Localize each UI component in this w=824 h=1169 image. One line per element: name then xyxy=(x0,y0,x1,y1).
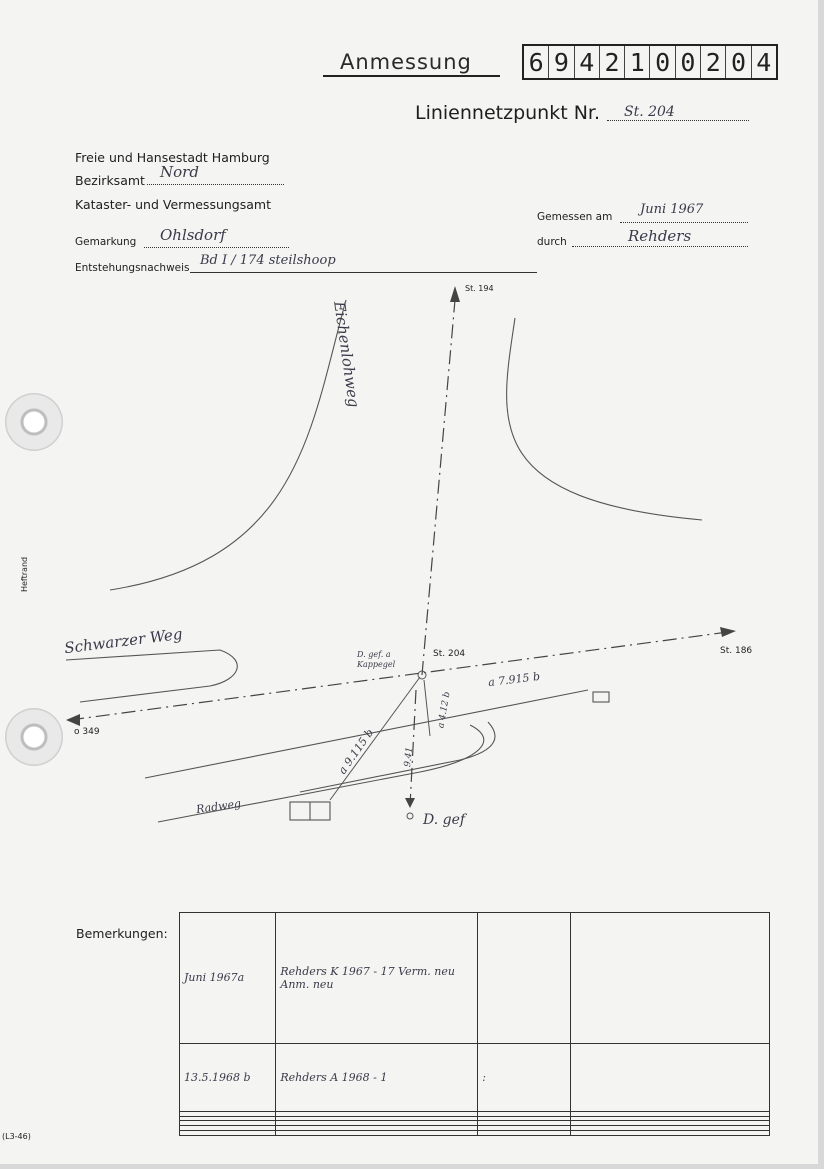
table-cell xyxy=(276,1131,478,1136)
point-number-digit: 4 xyxy=(575,46,600,78)
table-cell: Juni 1967a xyxy=(180,913,276,1044)
road-edge-east xyxy=(507,318,702,520)
gemarkung-label: Gemarkung xyxy=(75,236,137,248)
distance-a: a 4.12 b xyxy=(436,690,453,730)
point-number-digit: 2 xyxy=(701,46,726,78)
point-label: Liniennetzpunkt Nr. xyxy=(415,102,601,124)
table-cell xyxy=(180,1131,276,1136)
bezirksamt-value: Nord xyxy=(160,163,199,181)
point-number-digit: 1 xyxy=(625,46,650,78)
street-north-label: Eichenlohweg xyxy=(330,300,363,409)
heftrand-label: Heftrand xyxy=(20,556,29,592)
point-number-digit: 0 xyxy=(650,46,675,78)
authority-line: Freie und Hansestadt Hamburg xyxy=(75,150,270,165)
gemarkung-value: Ohlsdorf xyxy=(160,226,226,244)
bezirksamt-label: Bezirksamt xyxy=(75,173,145,188)
form-code: (L3-46) xyxy=(2,1132,31,1141)
durch-label: durch xyxy=(537,236,567,248)
entstehung-label: Entstehungsnachweis xyxy=(75,262,190,274)
distance-east: a 7.915 b xyxy=(487,669,541,690)
axis-east-west xyxy=(70,632,728,720)
point-center-label: St. 204 xyxy=(433,649,466,659)
distance-south: 9.41 xyxy=(403,746,416,768)
table-cell: Rehders K 1967 - 17 Verm. neu Anm. neu xyxy=(276,913,478,1044)
table-cell: Rehders A 1968 - 1 xyxy=(276,1043,478,1111)
point-south-label: D. gef xyxy=(423,812,466,828)
distance-southwest: a 9.115 b xyxy=(335,726,377,777)
entstehung-value: Bd I / 174 steilshoop xyxy=(200,253,336,268)
point-number-digit: 0 xyxy=(726,46,751,78)
gemessen-value: Juni 1967 xyxy=(640,202,704,217)
remarks-label: Bemerkungen: xyxy=(76,926,168,941)
drain-mark xyxy=(593,692,609,702)
radweg-label: Radweg xyxy=(195,796,242,817)
table-row xyxy=(180,1043,770,1111)
table-row xyxy=(180,913,770,1044)
street-west-label: Schwarzer Weg xyxy=(63,624,184,658)
table-cell xyxy=(478,913,570,1044)
durch-value: Rehders xyxy=(628,227,692,245)
point-number-digit: 6 xyxy=(524,46,549,78)
point-number-digit: 2 xyxy=(600,46,625,78)
schwarzer-weg-end xyxy=(66,650,237,702)
remarks-table xyxy=(179,912,770,1136)
office-label: Kataster- und Vermessungsamt xyxy=(75,197,271,212)
point-north-label: St. 194 xyxy=(465,284,494,293)
center-note: D. gef. a Kappegel xyxy=(357,650,396,669)
gemessen-label: Gemessen am xyxy=(537,211,613,223)
point-number-digit: 4 xyxy=(756,48,772,77)
point-number-digit: 0 xyxy=(676,46,701,78)
point-number-digit: 9 xyxy=(549,46,574,78)
road-edge-west xyxy=(110,300,346,590)
radweg-edge-3 xyxy=(300,722,495,792)
table-row xyxy=(180,1131,770,1136)
table-cell xyxy=(478,1131,570,1136)
point-east-label: St. 186 xyxy=(720,646,753,656)
axis-north xyxy=(422,300,455,675)
point-value: St. 204 xyxy=(624,104,675,120)
table-cell xyxy=(570,1131,769,1136)
table-cell xyxy=(570,1043,769,1111)
form-title: Anmessung xyxy=(340,50,472,74)
table-cell: : xyxy=(478,1043,570,1111)
point-west-label: o 349 xyxy=(74,727,100,737)
table-cell: 13.5.1968 b xyxy=(180,1043,276,1111)
table-cell xyxy=(570,913,769,1044)
